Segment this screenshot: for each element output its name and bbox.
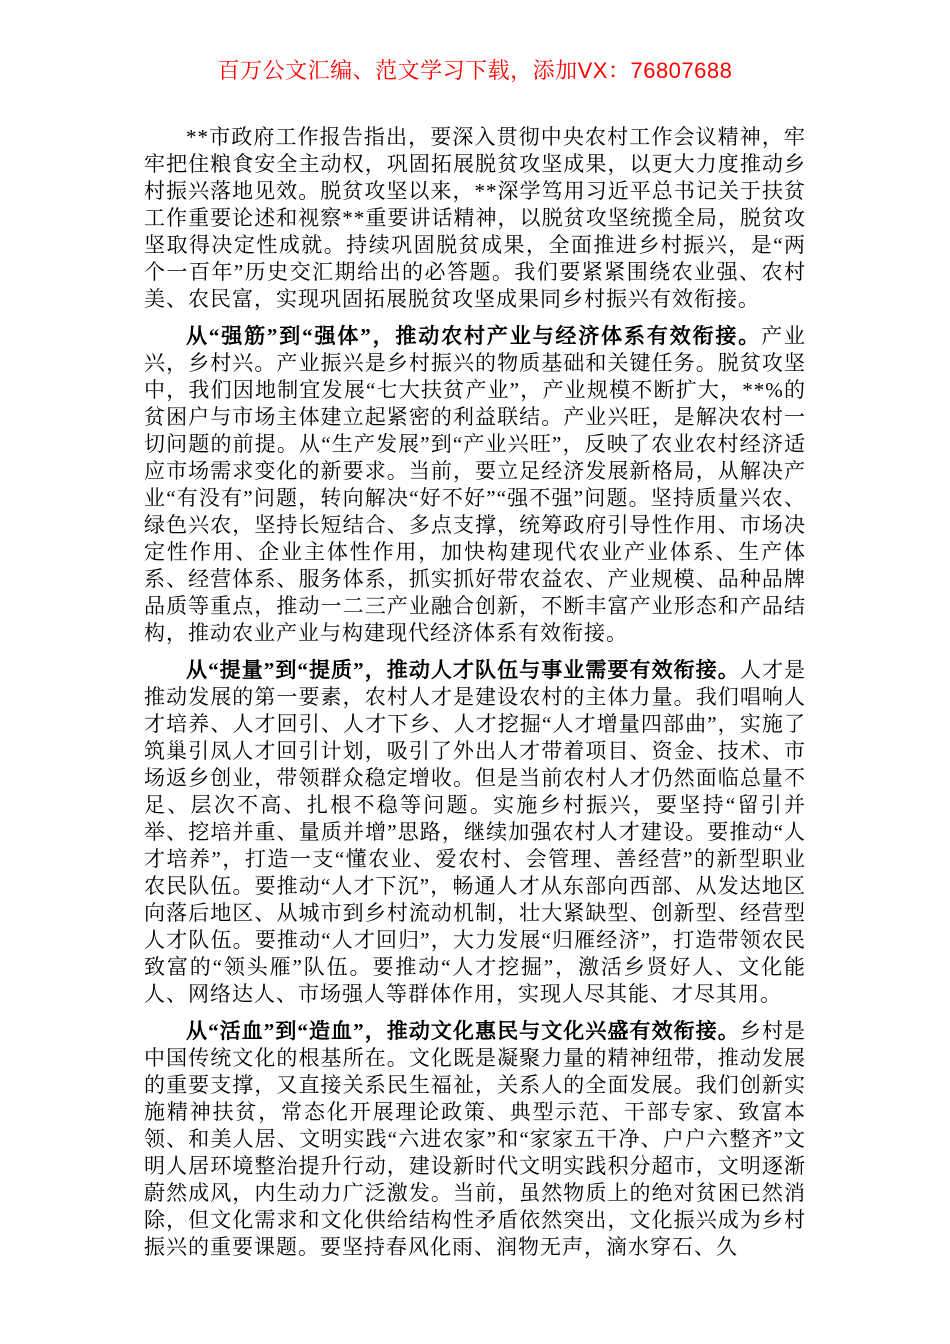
document-body <box>144 124 806 1261</box>
paragraph-talent-lead: 从“提量”到“提质”，推动人才队伍与事业需要有效衔接。 <box>186 658 740 682</box>
paragraph-talent-text: 人才是推动发展的第一要素，农村人才是建设农村的主体力量。我们唱响人才培养、人才回引、人才下乡、人才挖掘“人才增量四部曲”，实施了筑巢引凤人才回引计划，吸引了外出人才带着项目、资金、技术、市场返乡创业，带领群众稳定增收。但是当前农村人才仍然面临总量不足、层次不高、扎根不稳等问题。实施乡村振兴，要坚持“留引并举、挖培并重、量质并增”思路，继续加强农村人才建设。要推动“人才培养”，打造一支“懂农业、爱农村、会管理、善经营”的新型职业农民队伍。要推动“人才下沉”，畅通人才从东部向西部、从发达地区向落后地区、从城市到乡村流动机制，壮大紧缺型、创新型、经营型人才队伍。要推动“人才回归”，大力发展“归雁经济”，打造带领农民致富的“领头雁”队伍。要推动“人才挖掘”，激活乡贤好人、文化能人、网络达人、市场强人等群体作用，实现人尽其能、才尽其用。 <box>144 658 807 1006</box>
paragraph-intro-text: **市政府工作报告指出，要深入贯彻中央农村工作会议精神，牢牢把住粮食安全主动权，巩固拓展脱贫攻坚成果，以更大力度推动乡村振兴落地见效。脱贫攻坚以来，**深学笃用习近平总书记关于扶贫工作重要论述和视察**重要讲话精神，以脱贫攻坚统揽全局，脱贫攻坚取得决定性成就。持续巩固脱贫成果，全面推进乡村振兴，是“两个一百年”历史交汇期给出的必答题。我们要紧紧围绕农业强、农村美、农民富，实现巩固拓展脱贫攻坚成果同乡村振兴有效衔接。 <box>144 125 806 311</box>
paragraph-talent <box>144 657 806 1008</box>
promo-banner: 百万公文汇编、范文学习下载，添加VX：76807688 <box>217 58 733 83</box>
paragraph-intro <box>144 124 806 313</box>
paragraph-culture-lead: 从“活血”到“造血”，推动文化惠民与文化兴盛有效衔接。 <box>186 1019 740 1043</box>
paragraph-culture <box>144 1018 806 1261</box>
paragraph-culture-text: 乡村是中国传统文化的根基所在。文化既是凝聚力量的精神纽带，推动发展的重要支撑，又直接关系民生福祉，关系人的全面发展。我们创新实施精神扶贫，常态化开展理论政策、典型示范、干部专家、致富本领、和美人居、文明实践“六进农家”和“家家五干净、户户六整齐”文明人居环境整治提升行动，建设新时代文明实践积分超市，文明逐渐蔚然成风，内生动力广泛激发。当前，虽然物质上的绝对贫困已然消除，但文化需求和文化供给结构性矛盾依然突出，文化振兴成为乡村振兴的重要课题。要坚持春风化雨、润物无声，滴水穿石、久 <box>144 1019 807 1259</box>
paragraph-industry-text: 产业兴，乡村兴。产业振兴是乡村振兴的物质基础和关键任务。脱贫攻坚中，我们因地制宜发展“七大扶贫产业”，产业规模不断扩大，**%的贫困户与市场主体建立起紧密的利益联结。产业兴旺，是解决农村一切问题的前提。从“生产发展”到“产业兴旺”，反映了农业农村经济适应市场需求变化的新要求。当前，要立足经济发展新格局，从解决产业“有没有”问题，转向解决“好不好”“强不强”问题。坚持质量兴农、绿色兴农，坚持长短结合、多点支撑，统筹政府引导性作用、市场决定性作用、企业主体性作用，加快构建现代农业产业体系、生产体系、经营体系、服务体系，抓实抓好带农益农、产业规模、品种品牌品质等重点，推动一二三产业融合创新，不断丰富产业形态和产品结构，推动农业产业与构建现代经济体系有效衔接。 <box>144 324 806 645</box>
paragraph-industry <box>144 323 806 647</box>
paragraph-industry-lead: 从“强筋”到“强体”，推动农村产业与经济体系有效衔接。 <box>186 324 762 348</box>
